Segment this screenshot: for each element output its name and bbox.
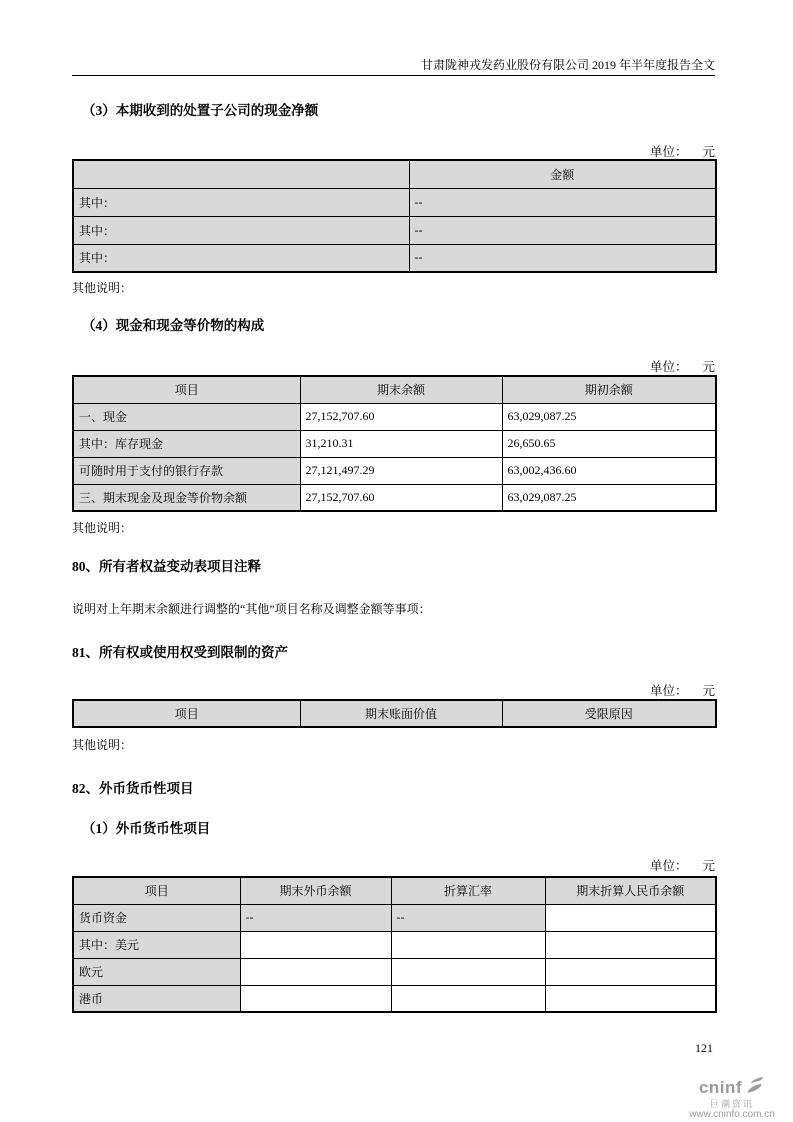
header-cell-fc-balance: 期末外币余额 bbox=[240, 877, 391, 904]
table-header-row bbox=[73, 160, 716, 188]
header-cell-rmb-balance: 期末折算人民币余额 bbox=[545, 877, 716, 904]
section-82-1-title: （1）外币货币性项目 bbox=[82, 821, 211, 836]
table-cash-from-disposal bbox=[72, 159, 717, 273]
unit-label: 单位： bbox=[649, 360, 688, 374]
unit-value: 元 bbox=[702, 360, 715, 374]
table-row bbox=[73, 931, 716, 958]
row-label: 其中： bbox=[73, 188, 409, 216]
row-beginning-value: 63,002,436.60 bbox=[502, 457, 716, 484]
cninfo-logo-row bbox=[676, 1079, 788, 1101]
row-label: 一、现金 bbox=[73, 403, 300, 430]
row-ending-value: 27,152,707.60 bbox=[300, 403, 502, 430]
row-label: 可随时用于支付的银行存款 bbox=[73, 457, 300, 484]
table-row bbox=[73, 958, 716, 985]
unit-line-1 bbox=[650, 142, 715, 160]
unit-label: 单位： bbox=[649, 684, 688, 698]
header-cell-book-value: 期末账面价值 bbox=[300, 700, 502, 727]
header-divider bbox=[72, 75, 715, 76]
table-header-row bbox=[73, 877, 716, 904]
table-foreign-currency bbox=[72, 876, 717, 1013]
unit-value: 元 bbox=[702, 684, 715, 698]
section-81-title: 81、所有权或使用权受到限制的资产 bbox=[72, 645, 288, 660]
row-rmb-balance bbox=[545, 985, 716, 1012]
table-row bbox=[73, 403, 716, 430]
row-exchange-rate bbox=[391, 958, 545, 985]
cninfo-logo bbox=[676, 1079, 788, 1120]
unit-label: 单位： bbox=[649, 859, 688, 873]
row-beginning-value: 63,029,087.25 bbox=[502, 403, 716, 430]
other-note-1: 其他说明： bbox=[72, 281, 133, 295]
other-note-3: 其他说明： bbox=[72, 738, 133, 752]
header-cell-item: 项目 bbox=[73, 376, 300, 403]
table-restricted-assets bbox=[72, 699, 717, 728]
row-label: 欧元 bbox=[73, 958, 240, 985]
row-fc-balance bbox=[240, 958, 391, 985]
header-cell-ending: 期末余额 bbox=[300, 376, 502, 403]
row-exchange-rate: -- bbox=[391, 904, 545, 931]
section-3-title: （3）本期收到的处置子公司的现金净额 bbox=[82, 103, 319, 118]
row-ending-value: 31,210.31 bbox=[300, 430, 502, 457]
table-row bbox=[73, 216, 716, 244]
unit-value: 元 bbox=[702, 859, 715, 873]
table-row bbox=[73, 430, 716, 457]
row-fc-balance: -- bbox=[240, 904, 391, 931]
unit-value: 元 bbox=[702, 145, 715, 159]
table-row bbox=[73, 904, 716, 931]
table-row bbox=[73, 985, 716, 1012]
table-row bbox=[73, 457, 716, 484]
row-label: 三、期末现金及现金等价物余额 bbox=[73, 484, 300, 511]
table-header-row bbox=[73, 376, 716, 403]
table-row bbox=[73, 188, 716, 216]
table-header-row bbox=[73, 700, 716, 727]
section-80-title: 80、所有者权益变动表项目注释 bbox=[72, 559, 261, 574]
header-cell-empty bbox=[73, 160, 409, 188]
section-82-title: 82、外币货币性项目 bbox=[72, 781, 194, 796]
row-label: 其中： bbox=[73, 244, 409, 272]
table-row bbox=[73, 244, 716, 272]
cninfo-logo-subtitle: 巨潮资讯 bbox=[709, 1098, 754, 1109]
row-rmb-balance bbox=[545, 958, 716, 985]
row-exchange-rate bbox=[391, 931, 545, 958]
header-cell-amount: 金额 bbox=[409, 160, 716, 188]
row-beginning-value: 26,650.65 bbox=[502, 430, 716, 457]
row-rmb-balance bbox=[545, 931, 716, 958]
cninfo-logo-url: www.cninfo.com.cn bbox=[689, 1109, 775, 1121]
unit-line-2 bbox=[650, 357, 715, 375]
section-4-title: （4）现金和现金等价物的构成 bbox=[82, 318, 265, 333]
row-beginning-value: 63,029,087.25 bbox=[502, 484, 716, 511]
section-80-note: 说明对上年期末余额进行调整的“其他”项目名称及调整金额等事项： bbox=[72, 602, 431, 616]
row-label: 其中：库存现金 bbox=[73, 430, 300, 457]
row-value: -- bbox=[409, 188, 716, 216]
header-cell-reason: 受限原因 bbox=[502, 700, 716, 727]
header-cell-exchange-rate: 折算汇率 bbox=[391, 877, 545, 904]
row-rmb-balance bbox=[545, 904, 716, 931]
row-exchange-rate bbox=[391, 985, 545, 1012]
unit-label: 单位： bbox=[649, 145, 688, 159]
row-label: 其中： bbox=[73, 216, 409, 244]
row-label: 其中：美元 bbox=[73, 931, 240, 958]
table-row bbox=[73, 484, 716, 511]
row-value: -- bbox=[409, 216, 716, 244]
unit-line-4 bbox=[650, 856, 715, 874]
row-label: 港币 bbox=[73, 985, 240, 1012]
page-header-title: 甘肃陇神戎发药业股份有限公司 2019 年半年度报告全文 bbox=[420, 58, 715, 72]
other-note-2: 其他说明： bbox=[72, 521, 133, 535]
unit-line-3 bbox=[650, 681, 715, 699]
row-ending-value: 27,121,497.29 bbox=[300, 457, 502, 484]
cninfo-logo-text: cninf bbox=[698, 1078, 743, 1097]
page-number: 121 bbox=[695, 1041, 713, 1055]
header-cell-item: 项目 bbox=[73, 700, 300, 727]
row-value: -- bbox=[409, 244, 716, 272]
cninfo-swoosh-icon bbox=[743, 1076, 765, 1101]
row-fc-balance bbox=[240, 985, 391, 1012]
row-fc-balance bbox=[240, 931, 391, 958]
row-label: 货币资金 bbox=[73, 904, 240, 931]
header-cell-beginning: 期初余额 bbox=[502, 376, 716, 403]
table-cash-equivalents bbox=[72, 375, 717, 512]
header-cell-item: 项目 bbox=[73, 877, 240, 904]
row-ending-value: 27,152,707.60 bbox=[300, 484, 502, 511]
